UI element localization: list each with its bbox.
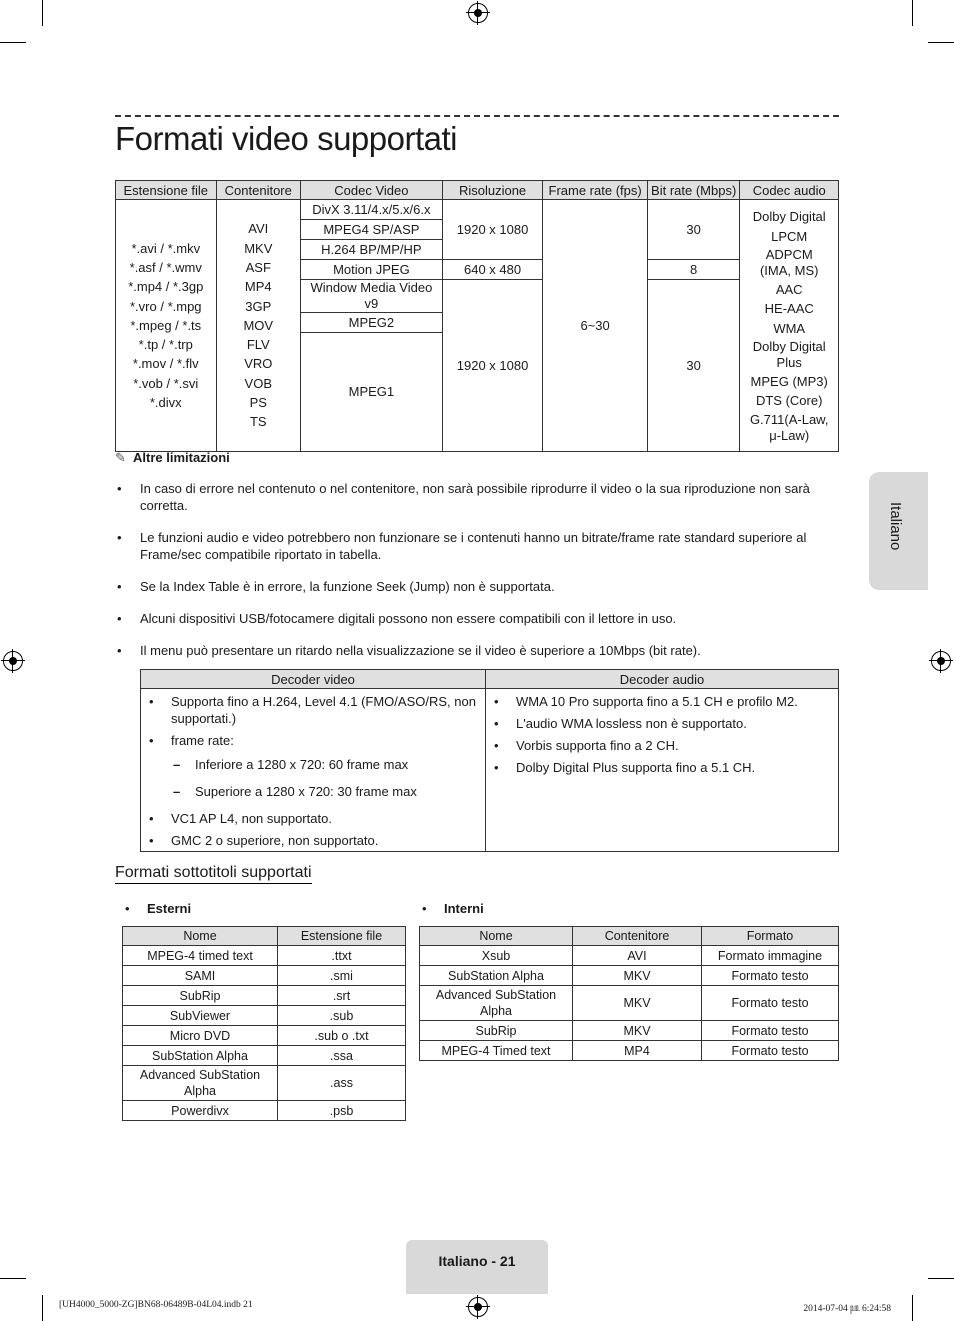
list-item: *.mpeg / *.ts bbox=[130, 317, 202, 333]
table-header: Codec Video bbox=[301, 181, 443, 200]
title-divider bbox=[115, 115, 839, 117]
resolution-cell: 640 x 480 bbox=[442, 260, 543, 280]
table-row bbox=[123, 1066, 406, 1101]
resolution-cell: 1920 x 1080 bbox=[442, 280, 543, 452]
table-header: Nome bbox=[123, 927, 278, 946]
decoder-table bbox=[140, 669, 839, 852]
list-item: *.mp4 / *.3gp bbox=[128, 279, 204, 295]
list-item: *.tp / *.trp bbox=[138, 337, 193, 353]
internal-label: • Interni bbox=[444, 901, 484, 916]
list-item: AAC bbox=[775, 282, 803, 298]
list-item: LPCM bbox=[771, 228, 808, 244]
table-row bbox=[123, 946, 406, 966]
table-row bbox=[123, 1101, 406, 1121]
list-item: ASF bbox=[245, 259, 271, 275]
table-row bbox=[420, 946, 839, 966]
list-item: – Superiore a 1280 x 720: 30 frame max bbox=[149, 783, 477, 800]
table-header: Decoder audio bbox=[486, 670, 839, 689]
list-item: DTS (Core) bbox=[755, 393, 823, 409]
table-cell: MPEG-4 timed text bbox=[123, 946, 278, 966]
table-cell: Advanced SubStation Alpha bbox=[420, 986, 573, 1021]
table-cell: MP4 bbox=[573, 1041, 702, 1061]
language-side-tab bbox=[869, 472, 928, 590]
crop-mark bbox=[0, 42, 26, 43]
crop-mark bbox=[928, 1278, 954, 1279]
table-row bbox=[123, 986, 406, 1006]
list-item: ADPCM (IMA, MS) bbox=[759, 247, 819, 279]
table-cell: .sub o .txt bbox=[278, 1026, 406, 1046]
limitations-list bbox=[115, 480, 839, 659]
extension-cell bbox=[116, 200, 217, 452]
list-item: HE-AAC bbox=[764, 301, 814, 317]
list-item: MP4 bbox=[244, 279, 272, 295]
table-header: Contenitore bbox=[573, 927, 702, 946]
video-formats-table bbox=[115, 180, 839, 452]
list-item: *.avi / *.mkv bbox=[131, 240, 201, 256]
table-header: Nome bbox=[420, 927, 573, 946]
table-header-row bbox=[116, 181, 839, 200]
table-cell: AVI bbox=[573, 946, 702, 966]
list-item: AVI bbox=[248, 221, 269, 237]
note-title: Altre limitazioni bbox=[133, 450, 230, 465]
table-header: Bit rate (Mbps) bbox=[647, 181, 740, 200]
table-cell: SAMI bbox=[123, 966, 278, 986]
list-item: *.mov / *.flv bbox=[132, 356, 199, 372]
list-item: • frame rate: bbox=[149, 732, 477, 749]
side-tab-label: Italiano bbox=[887, 502, 904, 551]
table-cell: .psb bbox=[278, 1101, 406, 1121]
table-cell: Formato immagine bbox=[702, 946, 839, 966]
list-item: FLV bbox=[246, 337, 270, 353]
table-row bbox=[420, 1041, 839, 1061]
list-item: Dolby Digital Plus bbox=[752, 338, 826, 370]
table-cell: .sub bbox=[278, 1006, 406, 1026]
list-item: TS bbox=[249, 414, 267, 430]
list-item: • WMA 10 Pro supporta fino a 5.1 CH e profilo M2. bbox=[494, 693, 830, 710]
table-cell: SubRip bbox=[420, 1021, 573, 1041]
list-item: • GMC 2 o superiore, non supportato. bbox=[149, 832, 477, 849]
registration-mark-icon bbox=[468, 1297, 488, 1317]
list-item: • Supporta fino a H.264, Level 4.1 (FMO/ASO/RS, non supportati.) bbox=[149, 693, 477, 727]
list-item: • Dolby Digital Plus supporta fino a 5.1 CH. bbox=[494, 759, 830, 776]
container-cell bbox=[216, 200, 300, 452]
external-label: • Esterni bbox=[147, 901, 191, 916]
list-item: • Se la Index Table è in errore, la funzione Seek (Jump) non è supportata. bbox=[115, 578, 839, 595]
crop-mark bbox=[0, 1278, 26, 1279]
table-row bbox=[420, 966, 839, 986]
table-cell: Formato testo bbox=[702, 966, 839, 986]
table-cell: Xsub bbox=[420, 946, 573, 966]
table-row bbox=[123, 966, 406, 986]
table-row bbox=[420, 1021, 839, 1041]
table-cell: SubRip bbox=[123, 986, 278, 1006]
codec-cell: H.264 BP/MP/HP bbox=[301, 240, 443, 260]
table-cell: .smi bbox=[278, 966, 406, 986]
list-item: WMA bbox=[773, 320, 806, 336]
registration-mark-icon bbox=[931, 651, 951, 671]
table-header: Risoluzione bbox=[442, 181, 543, 200]
list-item: Dolby Digital bbox=[752, 209, 826, 225]
note-heading bbox=[115, 450, 230, 466]
list-item: VRO bbox=[244, 356, 273, 372]
table-row bbox=[123, 1046, 406, 1066]
table-cell: MKV bbox=[573, 966, 702, 986]
table-header: Contenitore bbox=[216, 181, 300, 200]
table-header: Decoder video bbox=[141, 670, 486, 689]
registration-mark-icon bbox=[468, 3, 488, 23]
codec-cell: DivX 3.11/4.x/5.x/6.x bbox=[301, 200, 443, 220]
frame-rate-cell: 6~30 bbox=[543, 200, 648, 452]
footer-timestamp: 2014-07-04 ㏘ 6:24:58 bbox=[803, 1304, 891, 1314]
list-item: MPEG (MP3) bbox=[750, 373, 828, 389]
table-cell: Formato testo bbox=[702, 1041, 839, 1061]
crop-mark bbox=[912, 0, 913, 26]
crop-mark bbox=[42, 0, 43, 26]
codec-cell: Window Media Video v9 bbox=[301, 280, 443, 313]
resolution-cell: 1920 x 1080 bbox=[442, 200, 543, 260]
page-number: Italiano - 21 bbox=[438, 1253, 516, 1269]
audio-codec-cell bbox=[740, 200, 839, 452]
table-row bbox=[123, 1006, 406, 1026]
list-item: – Inferiore a 1280 x 720: 60 frame max bbox=[149, 756, 477, 773]
table-header: Codec audio bbox=[740, 181, 839, 200]
bit-rate-cell: 30 bbox=[647, 280, 740, 452]
crop-mark bbox=[42, 1295, 43, 1321]
footer-file-info: [UH4000_5000-ZG]BN68-06489B-04L04.indb 21 bbox=[59, 1300, 253, 1310]
codec-cell: Motion JPEG bbox=[301, 260, 443, 280]
table-row bbox=[123, 1026, 406, 1046]
registration-mark-icon bbox=[3, 651, 23, 671]
table-header: Estensione file bbox=[116, 181, 217, 200]
list-item: • L'audio WMA lossless non è supportato. bbox=[494, 715, 830, 732]
list-item: • Alcuni dispositivi USB/fotocamere digitali possono non essere compatibili con il lettore in uso. bbox=[115, 610, 839, 627]
list-item: • Vorbis supporta fino a 2 CH. bbox=[494, 737, 830, 754]
list-item: • In caso di errore nel contenuto o nel contenitore, non sarà possibile riprodurre il video o la sua riproduzione non sarà corretta. bbox=[115, 480, 839, 514]
list-item: VOB bbox=[244, 375, 272, 391]
list-item: • Le funzioni audio e video potrebbero non funzionare se i contenuti hanno un bitrate/frame rate standard superiore al Frame/sec compatibile riportato in tabella. bbox=[115, 529, 839, 563]
page-number-box bbox=[406, 1240, 548, 1294]
subtitle-section-title: Formati sottotitoli supportati bbox=[115, 864, 312, 884]
list-item: *.divx bbox=[149, 395, 182, 411]
table-header: Formato bbox=[702, 927, 839, 946]
table-cell: MKV bbox=[573, 1021, 702, 1041]
list-item: PS bbox=[249, 395, 267, 411]
table-header: Estensione file bbox=[278, 927, 406, 946]
pencil-note-icon: ✎ bbox=[115, 450, 126, 465]
bit-rate-cell: 8 bbox=[647, 260, 740, 280]
table-cell: Formato testo bbox=[702, 986, 839, 1021]
internal-subtitles-table bbox=[419, 926, 839, 1061]
list-item: MKV bbox=[244, 240, 273, 256]
list-item: G.711(A-Law, μ-Law) bbox=[749, 411, 829, 443]
crop-mark bbox=[912, 1295, 913, 1321]
table-cell: Formato testo bbox=[702, 1021, 839, 1041]
table-cell: SubViewer bbox=[123, 1006, 278, 1026]
table-cell: .ass bbox=[278, 1066, 406, 1101]
list-item: *.asf / *.wmv bbox=[129, 259, 202, 275]
audio-decoder-cell bbox=[486, 689, 839, 852]
table-row bbox=[420, 986, 839, 1021]
table-cell: SubStation Alpha bbox=[123, 1046, 278, 1066]
codec-cell: MPEG1 bbox=[301, 333, 443, 452]
table-cell: .ttxt bbox=[278, 946, 406, 966]
list-item: MOV bbox=[243, 317, 274, 333]
table-cell: .ssa bbox=[278, 1046, 406, 1066]
external-subtitles-table bbox=[122, 926, 406, 1121]
table-header: Frame rate (fps) bbox=[543, 181, 648, 200]
list-item: *.vob / *.svi bbox=[133, 375, 199, 391]
list-item: 3GP bbox=[245, 298, 272, 314]
bit-rate-cell: 30 bbox=[647, 200, 740, 260]
list-item: • Il menu può presentare un ritardo nella visualizzazione se il video è superiore a 10Mbps (bit rate). bbox=[115, 642, 839, 659]
table-cell: Advanced SubStation Alpha bbox=[123, 1066, 278, 1101]
table-cell: MPEG-4 Timed text bbox=[420, 1041, 573, 1061]
table-cell: SubStation Alpha bbox=[420, 966, 573, 986]
codec-cell: MPEG2 bbox=[301, 313, 443, 333]
list-item: • VC1 AP L4, non supportato. bbox=[149, 810, 477, 827]
page-title: Formati video supportati bbox=[115, 120, 457, 157]
table-cell: Powerdivx bbox=[123, 1101, 278, 1121]
table-cell: MKV bbox=[573, 986, 702, 1021]
codec-cell: MPEG4 SP/ASP bbox=[301, 220, 443, 240]
crop-mark bbox=[928, 42, 954, 43]
list-item: *.vro / *.mpg bbox=[130, 298, 202, 314]
table-cell: Micro DVD bbox=[123, 1026, 278, 1046]
table-cell: .srt bbox=[278, 986, 406, 1006]
video-decoder-cell bbox=[141, 689, 486, 852]
